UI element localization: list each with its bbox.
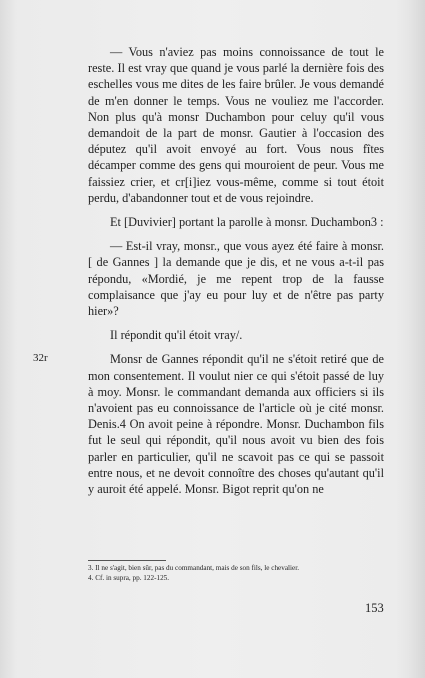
paragraph-1: — Vous n'aviez pas moins connoissance de tout le reste. Il est vray que quand je vous parlé la dernière fois des eschelles vous me dites de les faire brûler. Je vous demandé de m'en donner le temps. Vous ne vouliez me l'accorder. Non plus qu'à monsr Duchambon pour celuy qu'il vous demandoit de la part de monsr. Gautier à l'occasion des députez qu'il avoit envoyé au fort. Vous nous fîtes décamper comme des gens qui mouroient de peur. Vous me faissiez crier, et cr[i]iez vous-même, comme si tout étoit perdu, d'abandonner tout et de vous rejoindre. (88, 45, 384, 205)
footnote-divider (88, 560, 166, 561)
footnote-3: 3. Il ne s'agit, bien sûr, pas du commandant, mais de son fils, le chevalier. (88, 564, 299, 572)
page-number: 153 (365, 601, 384, 615)
footnote-4: 4. Cf. in supra, pp. 122-125. (88, 573, 170, 582)
paragraph-4: Il répondit qu'il étoit vray/. (110, 328, 243, 343)
paragraph-2: Et [Duvivier] portant la parolle à monsr. Duchambon3 : (110, 215, 384, 230)
paragraph-5: Monsr de Gannes répondit qu'il ne s'étoit retiré que de mon consentement. Il voulut nier ce qui s'étoit passé de luy à moy. Monsr. le commandant demanda aux officiers si ils n'avoient pas eu connoissance de l'article où je cité monsr. Denis.4 On avoit peine à répondre. Monsr. Duchambon fils fut le seul qui répondit, qu'il nous avoit vu bien des fois parler en particulier, qu'il ne scavoit pas ce qui se passoit entre nous, et ne devoit connoître des choses qu'autant qu'il y auroit été appelé. Monsr. Bigot reprit qu'on ne (88, 352, 384, 497)
margin-folio-number: 32r (33, 352, 48, 364)
main-text (88, 44, 384, 497)
page-edge-shadow (395, 0, 425, 678)
paragraph-3: — Est-il vray, monsr., que vous ayez été faire à monsr. [ de Gannes ] la demande que je dis, et ne vous a-t-il pas répondu, «Mordié, je me repent trop de la fausse complaisance que j'ay eu pour luy et de n'être pas party hier»? (88, 239, 384, 319)
footnotes (88, 564, 384, 583)
